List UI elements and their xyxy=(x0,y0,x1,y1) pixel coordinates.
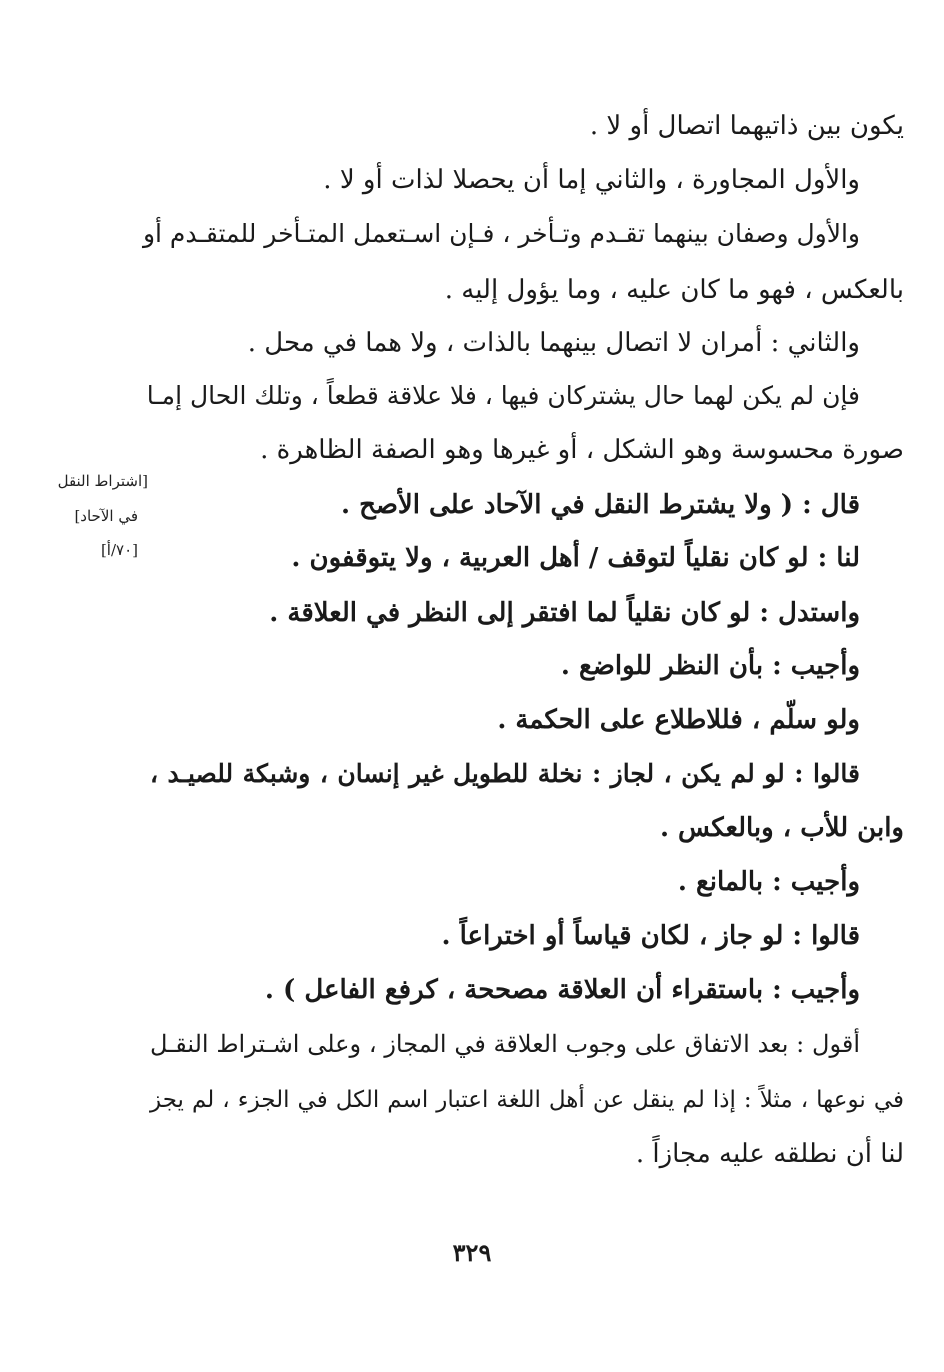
text-line-7: صورة محسوسة وهو الشكل ، أو غيرها وهو الصفة الظاهرة . xyxy=(260,435,904,465)
text-line-17: وأجيب : باستقراء أن العلاقة مصححة ، كرفع الفاعل ) . xyxy=(264,975,860,1005)
text-line-16: قالوا : لو جاز ، لكان قياساً أو اختراعاً . xyxy=(441,921,860,951)
text-line-6: فإن لم يكن لهما حال يشتركان فيها ، فلا علاقة قطعاً ، وتلك الحال إمـا xyxy=(146,381,860,410)
text-line-12: ولو سلّم ، فللاطلاع على الحكمة . xyxy=(497,705,860,735)
text-line-11: وأجيب : بأن النظر للواضع . xyxy=(560,651,860,681)
text-line-5: والثاني : أمران لا اتصال بينهما بالذات ، ولا هما في محل . xyxy=(247,328,860,358)
text-line-9: لنا : لو كان نقلياً لتوقف / أهل العربية ، ولا يتوقفون . xyxy=(291,543,860,573)
text-line-20: لنا أن نطلقه عليه مجازاً . xyxy=(635,1139,904,1169)
text-line-10: واستدل : لو كان نقلياً لما افتقر إلى النظر في العلاقة . xyxy=(269,598,860,628)
text-line-1: يكون بين ذاتيهما اتصال أو لا . xyxy=(589,111,904,141)
margin-note-line-2: في الآحاد] xyxy=(74,507,138,525)
text-line-8: قال : ( ولا يشترط النقل في الآحاد على الأصح . xyxy=(340,490,860,520)
text-line-4: بالعكس ، فهو ما كان عليه ، وما يؤول إليه . xyxy=(444,275,904,305)
text-line-18: أقول : بعد الاتفاق على وجوب العلاقة في المجاز ، وعلى اشـتراط النقـل xyxy=(150,1030,860,1058)
text-line-13: قالوا : لو لم يكن ، لجاز : نخلة للطويل غير إنسان ، وشبكة للصيـد ، xyxy=(150,759,860,788)
margin-note-line-3: [٧٠/أ] xyxy=(100,541,138,559)
margin-note-line-1: [اشتراط النقل xyxy=(57,472,148,490)
text-line-19: في نوعها ، مثلاً : إذا لم ينقل عن أهل اللغة اعتبار اسم الكل في الجزء ، لم يجز xyxy=(150,1087,904,1113)
text-line-15: وأجيب : بالمانع . xyxy=(677,867,860,897)
text-line-3: والأول وصفان بينهما تقـدم وتـأخر ، فـإن اسـتعمل المتـأخر للمتقـدم أو xyxy=(142,219,860,248)
text-line-2: والأول المجاورة ، والثاني إما أن يحصلا لذات أو لا . xyxy=(323,165,860,195)
page-number: ٣٢٩ xyxy=(452,1238,492,1267)
text-line-14: وابن للأب ، وبالعكس . xyxy=(659,813,904,843)
